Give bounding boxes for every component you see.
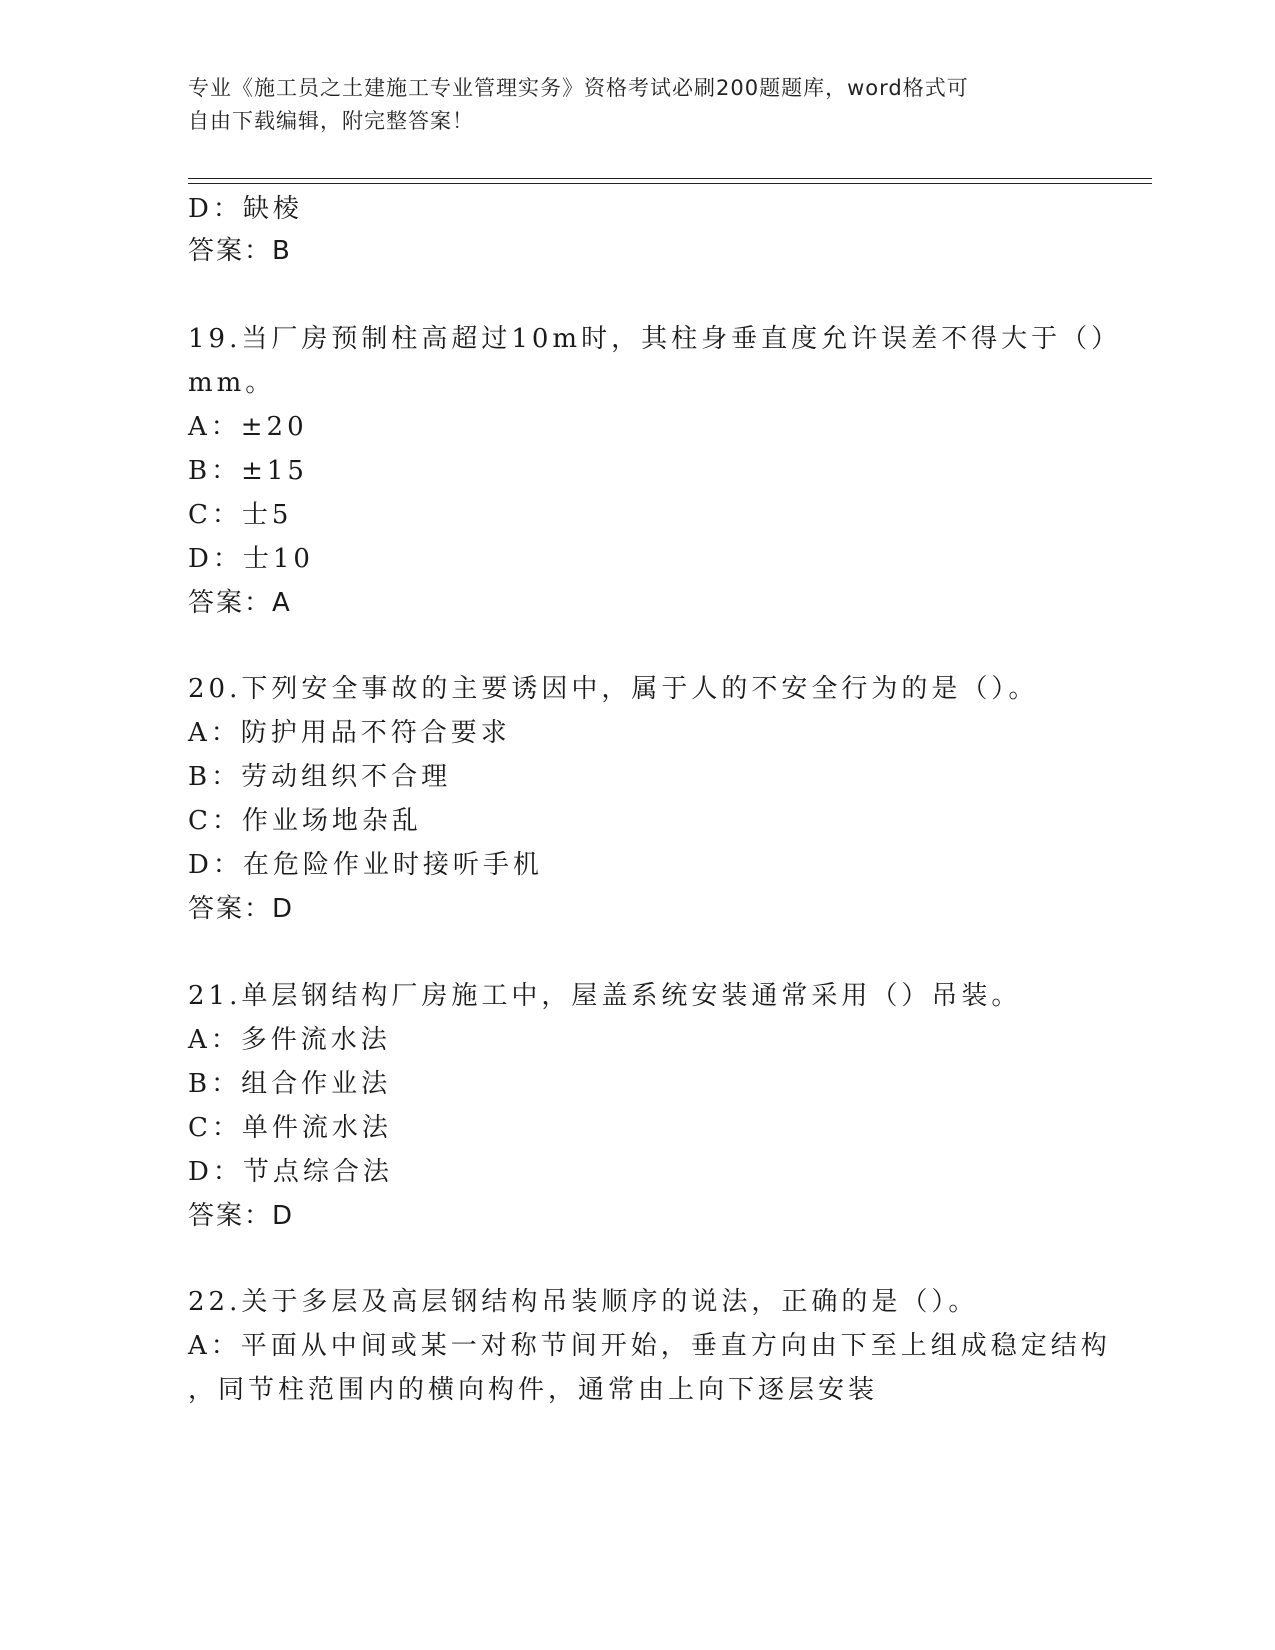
option-b: B：劳动组织不合理 (188, 762, 452, 792)
question-stem: 19.当厂房预制柱高超过10m时，其柱身垂直度允许误差不得大于（） (188, 324, 1122, 354)
option-b: B：±15 (188, 456, 308, 486)
option-d: D：在危险作业时接听手机 (188, 850, 543, 880)
question-stem: 22.关于多层及高层钢结构吊装顺序的说法，正确的是（）。 (188, 1287, 979, 1317)
answer: 答案：B (188, 236, 292, 266)
option-c: C：士5 (188, 500, 293, 530)
question-stem-continued: mm。 (188, 368, 276, 398)
question-stem: 20.下列安全事故的主要诱因中，属于人的不安全行为的是（）。 (188, 674, 1039, 704)
answer: 答案：D (188, 1201, 295, 1231)
option-a: A：±20 (188, 412, 308, 442)
header-rule-top (188, 178, 1152, 179)
option-c: C：单件流水法 (188, 1113, 392, 1143)
option-a: A：多件流水法 (188, 1025, 391, 1055)
option-a-continued: ，同节柱范围内的横向构件，通常由上向下逐层安装 (188, 1375, 879, 1405)
option-c: C：作业场地杂乱 (188, 806, 422, 836)
option-a: A：防护用品不符合要求 (188, 718, 511, 748)
header-line-1: 专业《施工员之土建施工专业管理实务》资格考试必刷200题题库，word格式可 (188, 76, 969, 100)
answer: 答案：D (188, 894, 295, 924)
answer: 答案：A (188, 588, 292, 618)
header-rule-bottom (188, 183, 1152, 184)
document-header (188, 72, 1068, 138)
option-b: B：组合作业法 (188, 1069, 392, 1099)
option-a: A：平面从中间或某一对称节间开始，垂直方向由下至上组成稳定结构 (188, 1331, 1111, 1361)
option-d: D：士10 (188, 544, 314, 574)
option-d: D：缺棱 (188, 194, 303, 224)
option-d: D：节点综合法 (188, 1157, 393, 1187)
header-line-2: 自由下载编辑，附完整答案！ (188, 109, 474, 133)
question-stem: 21.单层钢结构厂房施工中，屋盖系统安装通常采用（）吊装。 (188, 981, 1022, 1011)
